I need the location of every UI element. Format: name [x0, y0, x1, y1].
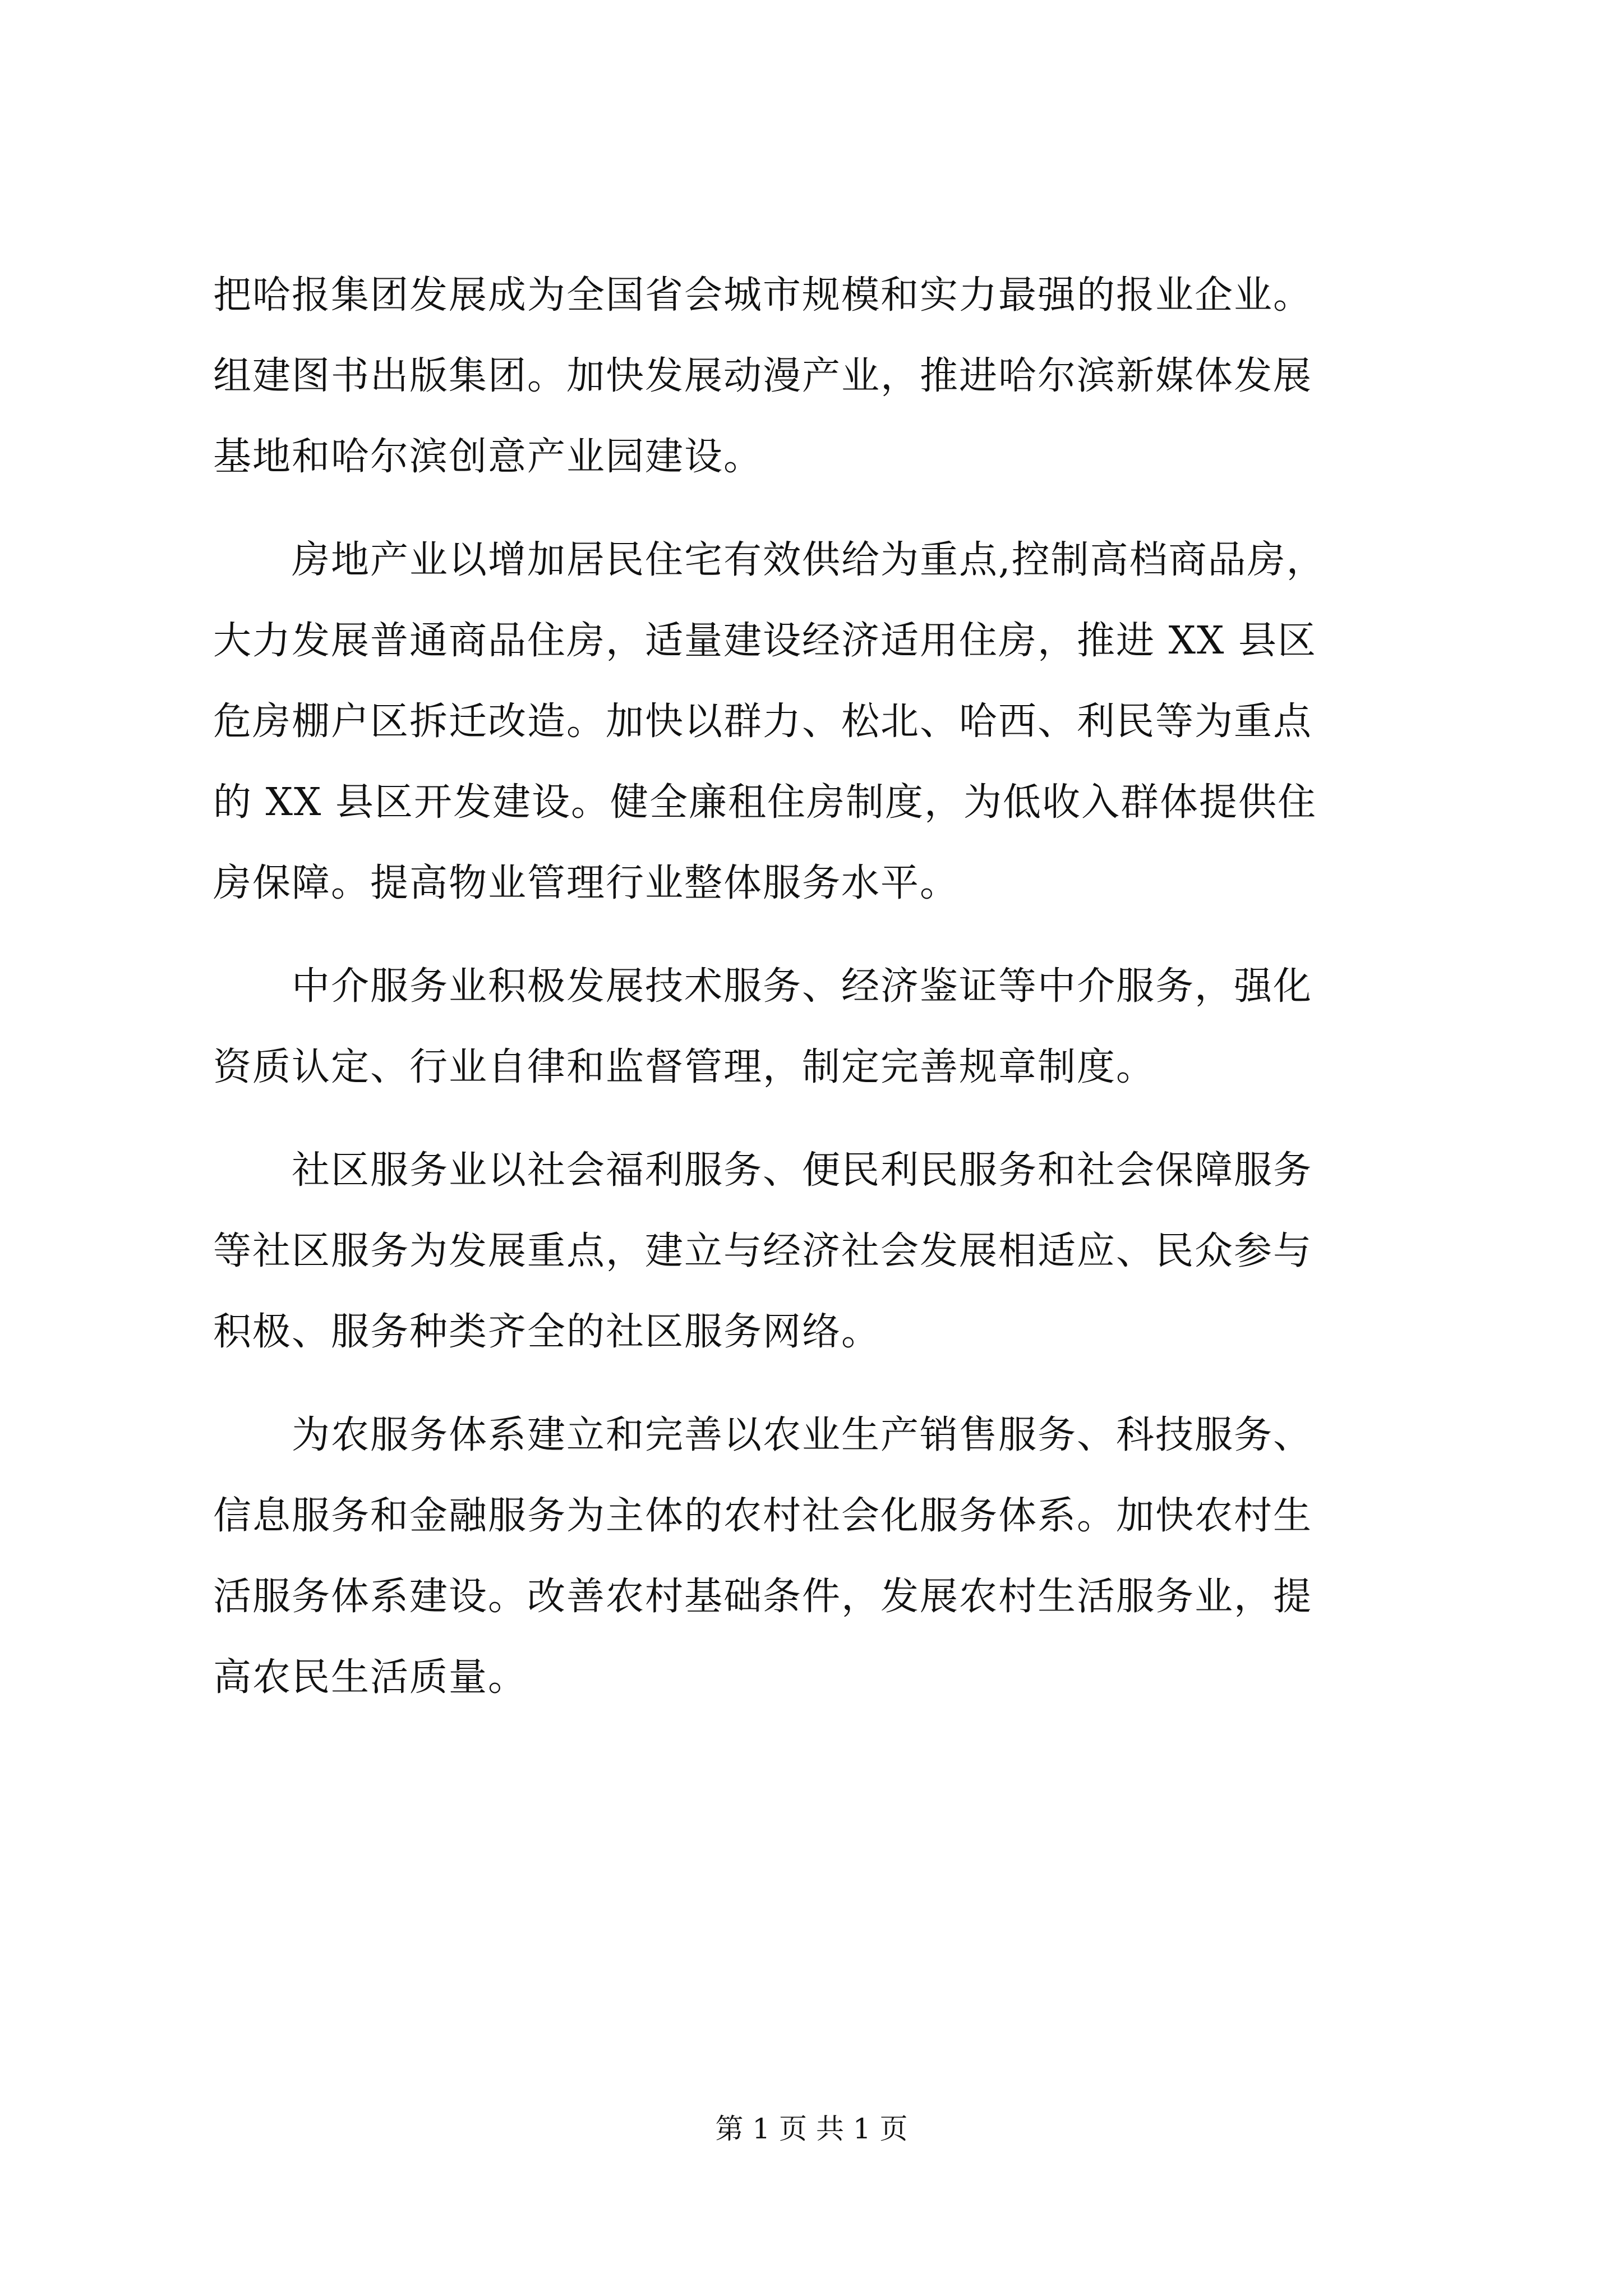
paragraph-3 [213, 946, 1410, 1108]
paragraph-spacer [213, 1108, 1410, 1130]
text-line: 大力发展普通商品住房，适量建设经济适用住房，推进 XX 县区 [213, 619, 1317, 663]
paragraph-4 [213, 1130, 1410, 1373]
text-line: 信息服务和金融服务为主体的农村社会化服务体系。加快农村生 [213, 1494, 1313, 1538]
paragraph-5 [213, 1395, 1410, 1718]
page-footer: 第 1 页 共 1 页 [715, 2113, 908, 2145]
text-line: 为农服务体系建立和完善以农业生产销售服务、科技服务、 [213, 1413, 1313, 1457]
text-line: 基地和哈尔滨创意产业园建设。 [213, 435, 763, 479]
text-line: 社区服务业以社会福利服务、便民利民服务和社会保障服务 [213, 1148, 1313, 1193]
paragraph-spacer [213, 924, 1410, 946]
text-line: 房地产业以增加居民住宅有效供给为重点,控制高档商品房， [213, 538, 1326, 582]
text-line: 积极、服务种类齐全的社区服务网络。 [213, 1310, 881, 1354]
text-line: 危房棚户区拆迁改造。加快以群力、松北、哈西、利民等为重点 [213, 700, 1313, 744]
text-line: 等社区服务为发展重点，建立与经济社会发展相适应、民众参与 [213, 1229, 1313, 1273]
paragraph-1 [213, 255, 1410, 498]
text-line: 把哈报集团发展成为全国省会城市规模和实力最强的报业企业。 [213, 273, 1313, 318]
text-line: 活服务体系建设。改善农村基础条件，发展农村生活服务业，提 [213, 1575, 1313, 1619]
text-line: 中介服务业积极发展技术服务、经济鉴证等中介服务，强化 [213, 964, 1313, 1009]
paragraph-spacer [213, 1373, 1410, 1395]
text-line: 资质认定、行业自律和监督管理，制定完善规章制度。 [213, 1045, 1156, 1089]
document-body [213, 255, 1410, 1718]
text-line: 房保障。提高物业管理行业整体服务水平。 [213, 861, 960, 905]
paragraph-spacer [213, 498, 1410, 520]
text-line: 组建图书出版集团。加快发展动漫产业，推进哈尔滨新媒体发展 [213, 354, 1313, 398]
text-line: 高农民生活质量。 [213, 1655, 528, 1700]
text-line: 的 XX 县区开发建设。健全廉租住房制度，为低收入群体提供住 [213, 780, 1317, 825]
paragraph-2 [213, 520, 1410, 924]
